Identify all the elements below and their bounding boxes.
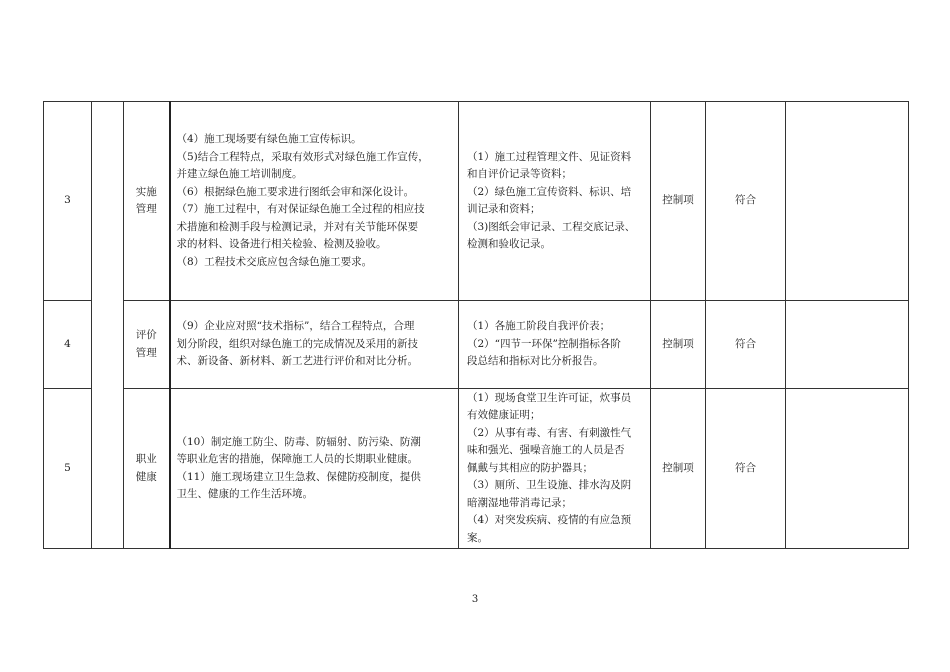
evaluation-table (43, 101, 909, 549)
table-row (44, 102, 909, 301)
result-cell: 符合 (706, 102, 786, 301)
page-number: 3 (471, 594, 479, 605)
row-number: 4 (44, 301, 92, 389)
result-cell: 符合 (706, 389, 786, 549)
category-cell: 评价 管理 (124, 301, 170, 389)
group-cell (92, 102, 124, 549)
result-cell: 符合 (706, 301, 786, 389)
table-row (44, 301, 909, 389)
row-number: 5 (44, 389, 92, 549)
table-row (44, 389, 909, 549)
evidence-cell: （1）各施工阶段自我评价表； （2）“四节一环保”控制指标各阶 段总结和指标对比分析报告。 (459, 301, 651, 389)
requirements-cell: （9）企业应对照“技术指标”，结合工程特点，合理 划分阶段，组织对绿色施工的完成情况及采用的新技 术、新设备、新材料、新工艺进行评价和对比分析。 (170, 301, 459, 389)
remark-cell (786, 389, 909, 549)
category-cell: 职业 健康 (124, 389, 170, 549)
requirements-cell: （4）施工现场要有绿色施工宣传标识。 （5)结合工程特点，采取有效形式对绿色施工作宣传， 并建立绿色施工培训制度。 （6）根据绿色施工要求进行图纸会审和深化设计。 （7）施工过程中，有对保证绿色施工全过程的相应技 术措施和检测手段与检测记录，并对有关节能环保要 求的材料、设备进行相关检验、检测及验收。 （8）工程技术交底应包含绿色施工要求。 (170, 102, 459, 301)
remark-cell (786, 102, 909, 301)
item-type: 控制项 (651, 301, 706, 389)
item-type: 控制项 (651, 102, 706, 301)
row-number: 3 (44, 102, 92, 301)
item-type: 控制项 (651, 389, 706, 549)
category-cell: 实施 管理 (124, 102, 170, 301)
remark-cell (786, 301, 909, 389)
requirements-cell: （10）制定施工防尘、防毒、防辐射、防污染、防潮 等职业危害的措施，保障施工人员的长期职业健康。 （11）施工现场建立卫生急救、保健防疫制度，提供 卫生、健康的工作生活环境。 (170, 389, 459, 549)
evidence-cell: （1）施工过程管理文件、见证资料 和自评价记录等资料； （2）绿色施工宣传资料、标识、培 训记录和资料； （3)图纸会审记录、工程交底记录、 检测和验收记录。 (459, 102, 651, 301)
evidence-cell: （1）现场食堂卫生许可证，炊事员 有效健康证明； （2）从事有毒、有害、有刺激性气 味和强光、强噪音施工的人员是否 佩戴与其相应的防护器具； （3）厕所、卫生设施、排水沟及阴 暗潮湿地带消毒记录； （4）对突发疾病、疫情的有应急预 案。 (459, 389, 651, 549)
